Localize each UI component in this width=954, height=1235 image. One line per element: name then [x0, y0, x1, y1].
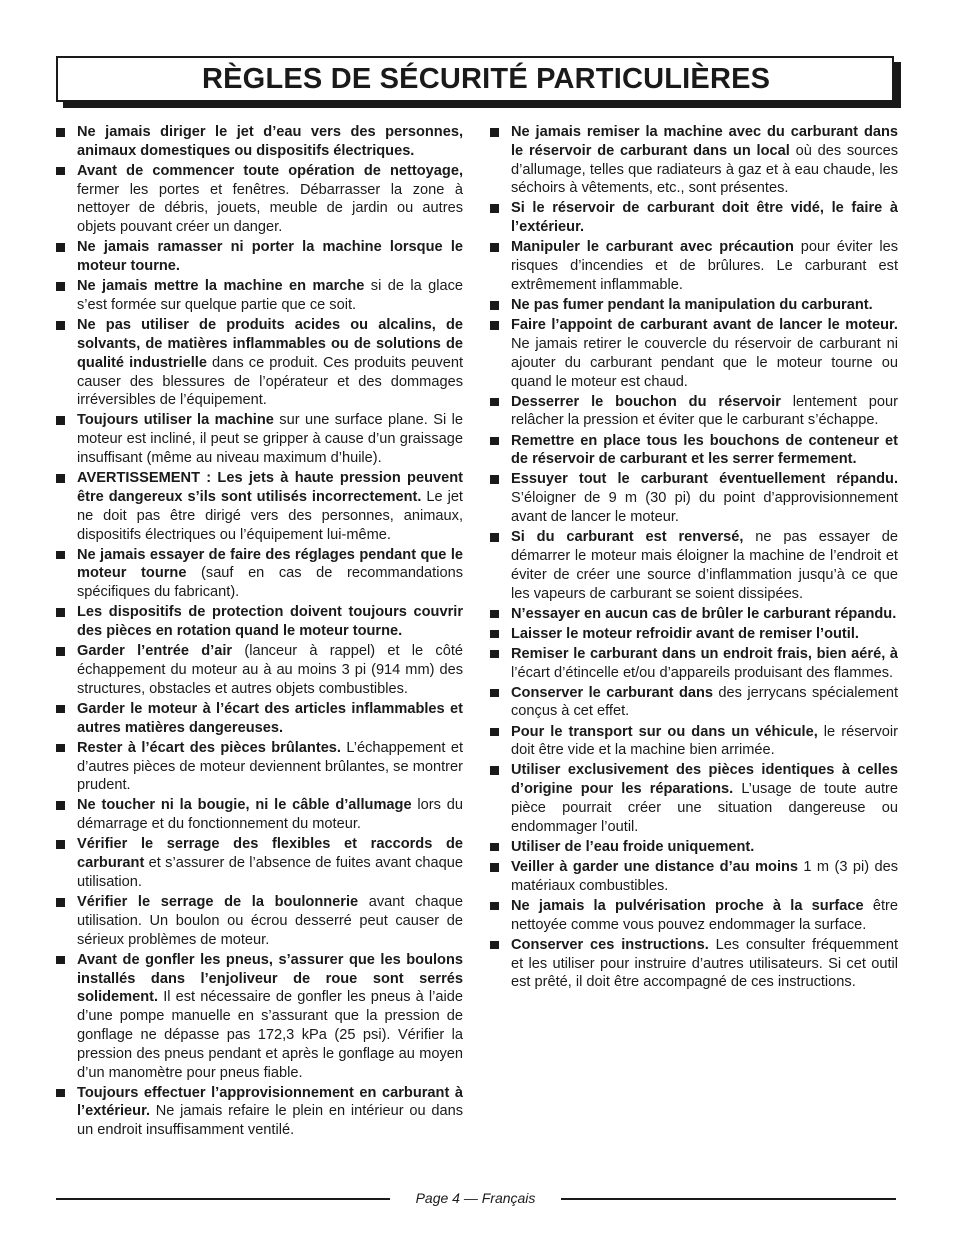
safety-rule-item [490, 393, 898, 431]
right-column [490, 123, 898, 994]
rule-lead-text: Rester à l’écart des pièces brûlantes. [77, 739, 341, 756]
safety-rule-item [490, 936, 898, 992]
rule-lead-text: Vérifier le serrage de la boulonnerie [77, 894, 359, 911]
square-bullet-icon [490, 610, 499, 619]
rule-body-text: S’éloigner de 9 m (30 pi) du point d’approvisionnement avant de lancer le moteur. [511, 490, 898, 526]
safety-rule-item [490, 645, 898, 683]
safety-rule-item [490, 684, 898, 722]
rule-lead-text: Ne jamais remiser la machine avec du carburant dans le réservoir de carburant dans un local [511, 124, 898, 159]
safety-rule-item [56, 1084, 463, 1140]
square-bullet-icon [490, 650, 499, 659]
safety-rule-item [490, 470, 898, 526]
safety-rule-item [56, 796, 463, 834]
safety-rule-item [56, 700, 463, 738]
page-footer [56, 1188, 896, 1208]
safety-rule-item [490, 625, 898, 644]
square-bullet-icon [56, 744, 65, 753]
rule-lead-text: Toujours utiliser la machine [77, 412, 274, 429]
rule-lead-text: Ne jamais ramasser ni porter la machine lorsque le moteur tourne. [77, 239, 463, 275]
square-bullet-icon [490, 128, 499, 137]
safety-rule-item [56, 951, 463, 1083]
rule-body-text: lors du démarrage et du fonctionnement du moteur. [77, 797, 463, 833]
square-bullet-icon [56, 128, 65, 137]
square-bullet-icon [490, 941, 499, 950]
square-bullet-icon [490, 475, 499, 484]
square-bullet-icon [490, 533, 499, 542]
rule-body-text: Le jet ne doit pas être dirigé vers des personnes, animaux, dispositifs électriques ou l’équipement lui-même. [77, 488, 463, 543]
square-bullet-icon [490, 321, 499, 330]
rule-body-text: 1 m (3 pi) des matériaux combustibles. [511, 859, 898, 894]
square-bullet-icon [490, 204, 499, 213]
rule-lead-text: Utiliser exclusivement des pièces identiques à celles d’origine pour les réparations. [511, 762, 898, 798]
safety-rule-item [56, 893, 463, 949]
square-bullet-icon [490, 863, 499, 872]
safety-rule-item [490, 723, 898, 761]
safety-rule-item [490, 838, 898, 857]
rule-body-text: Ne jamais retirer le couvercle du réservoir de carburant ni ajouter du carburant pendant que le moteur tourne ou quand le moteur est chaud. [511, 335, 898, 390]
square-bullet-icon [56, 956, 65, 965]
square-bullet-icon [490, 301, 499, 310]
rule-body-text: et s’assurer de l’absence de fuites avant chaque utilisation. [77, 855, 463, 890]
safety-rule-item [56, 277, 463, 315]
page-title: RÈGLES DE SÉCURITÉ PARTICULIÈRES [202, 63, 771, 95]
footer-rule-right [561, 1198, 896, 1200]
square-bullet-icon [490, 243, 499, 252]
square-bullet-icon [56, 551, 65, 560]
square-bullet-icon [56, 321, 65, 330]
rule-body-text: Les consulter fréquemment et les utiliser pour instruire d’autres utilisateurs. Si cet outil est prêté, il doit être accompagné de ces instructions. [511, 936, 898, 991]
square-bullet-icon [56, 243, 65, 252]
safety-rule-item [490, 858, 898, 896]
rule-lead-text: Remiser le carburant dans un endroit frais, bien aéré, à [511, 645, 898, 662]
rule-body-text: si de la glace s’est formée sur quelque partie que ce soit. [77, 278, 463, 314]
rule-lead-text: Essuyer tout le carburant éventuellement répandu. [511, 471, 898, 488]
rule-body-text: l’écart d’étincelle et/ou d’appareils produisant des flammes. [511, 664, 894, 681]
rule-body-text: ne pas essayer de démarrer le moteur mais éloigner la machine de l’endroit et éviter de créer une source d’inflammation jusqu’à ce que les vapeurs de carburant se soient dissipées. [511, 529, 898, 602]
rule-lead-text: Garder l’entrée d’air [77, 643, 233, 660]
rule-lead-text: Ne jamais la pulvérisation proche à la surface [511, 897, 864, 914]
safety-rule-item [490, 316, 898, 391]
safety-rule-item [56, 162, 463, 237]
safety-rule-item [490, 432, 898, 470]
safety-rule-item [490, 123, 898, 198]
rule-lead-text: Faire l’appoint de carburant avant de lancer le moteur. [511, 317, 898, 334]
safety-rule-item [56, 603, 463, 641]
rule-body-text: des jerrycans spécialement conçus à cet effet. [511, 684, 898, 720]
rule-lead-text: Vérifier le serrage des flexibles et raccords de carburant [77, 836, 463, 872]
square-bullet-icon [56, 416, 65, 425]
rule-lead-text: Si du carburant est renversé, [511, 529, 744, 546]
rule-lead-text: Garder le moteur à l’écart des articles inflammables et autres matières dangereuses. [77, 700, 463, 736]
rule-lead-text: Ne jamais mettre la machine en marche [77, 278, 365, 295]
safety-rule-item [56, 238, 463, 276]
rule-body-text: pour éviter les risques d’incendies et de brûlures. Le carburant est extrêmement inflammable. [511, 239, 899, 293]
safety-rule-item [56, 546, 463, 602]
rule-body-text: où des sources d’allumage, telles que radiateurs à gaz et à eau chaude, les séchoirs à vêtements, etc., sont présentes. [511, 142, 898, 197]
rule-lead-text: Avant de gonfler les pneus, s’assurer que les boulons installés dans l’enjoliveur de roue sont serrés solidement. [77, 951, 463, 1006]
safety-rule-item [490, 296, 898, 315]
square-bullet-icon [56, 647, 65, 656]
safety-rule-item [56, 411, 463, 467]
square-bullet-icon [490, 902, 499, 911]
rule-lead-text: Remettre en place tous les bouchons de conteneur et de réservoir de carburant et les serrer fermement. [511, 432, 898, 468]
safety-rule-item [490, 199, 898, 237]
rule-lead-text: AVERTISSEMENT : Les jets à haute pression peuvent être dangereux s’ils sont utilisés incorrectement. [77, 470, 463, 505]
rule-body-text: (lanceur à rappel) et le côté échappement du moteur au à au moins 3 pi (914 mm) des structures, obstacles et autres objets combustibles. [77, 643, 463, 697]
rule-lead-text: Desserrer le bouchon du réservoir [511, 393, 781, 410]
rule-body-text: sur une surface plane. Si le moteur est incliné, il peut se gripper à cause d’un graissage insuffisant (même au niveau maximum d’huile). [77, 412, 464, 467]
rule-lead-text: Ne jamais essayer de faire des réglages pendant que le moteur tourne [77, 546, 463, 582]
rule-body-text: Il est nécessaire de gonfler les pneus à l’aide d’une pompe manuelle en s’assurant que la pression de gonflage ne dépasse pas 172,3 kPa (25 psi). Vérifier la pression des pneus pendant et après le gonflage au moyen d’un manomètre pour pneus fiable. [77, 989, 463, 1081]
safety-rule-item [490, 238, 898, 294]
square-bullet-icon [56, 608, 65, 617]
rule-lead-text: Les dispositifs de protection doivent toujours couvrir des pièces en rotation quand le moteur tourne. [77, 604, 463, 640]
title-banner [56, 56, 894, 102]
rule-lead-text: Utiliser de l’eau froide uniquement. [511, 838, 755, 855]
rule-lead-text: Ne toucher ni la bougie, ni le câble d’allumage [77, 797, 412, 814]
rule-body-text: lentement pour relâcher la pression et éviter que le carburant s’échappe. [511, 393, 898, 429]
rule-lead-text: Toujours effectuer l’approvisionnement en carburant à l’extérieur. [77, 1084, 463, 1120]
square-bullet-icon [56, 898, 65, 907]
square-bullet-icon [56, 801, 65, 810]
rule-body-text: (sauf en cas de recommandations spécifiques du fabricant). [77, 565, 463, 601]
rule-body-text: le réservoir doit être vide et la machine bien arrimée. [511, 723, 898, 759]
rule-body-text: dans ce produit. Ces produits peuvent causer des blessures de l’opérateur et des dommages irréversibles de l’équipement. [77, 354, 463, 409]
rule-lead-text: Avant de commencer toute opération de nettoyage, [77, 162, 463, 179]
rule-lead-text: Ne jamais diriger le jet d’eau vers des personnes, animaux domestiques ou dispositifs électriques. [77, 124, 463, 159]
square-bullet-icon [490, 437, 499, 446]
square-bullet-icon [56, 282, 65, 291]
rule-lead-text: Ne pas utiliser de produits acides ou alcalins, de solvants, de matières inflammables ou de solutions de qualité industrielle [77, 317, 463, 371]
square-bullet-icon [56, 1089, 65, 1098]
rule-body-text: être nettoyée comme vous pouvez endommager la surface. [511, 897, 898, 933]
rule-lead-text: Conserver le carburant dans [511, 684, 714, 701]
rule-lead-text: Veiller à garder une distance d’au moins [511, 859, 799, 876]
rule-lead-text: N’essayer en aucun cas de brûler le carburant répandu. [511, 605, 897, 622]
safety-rule-item [56, 642, 463, 698]
square-bullet-icon [56, 167, 65, 176]
rule-lead-text: Laisser le moteur refroidir avant de remiser l’outil. [511, 625, 859, 642]
rule-lead-text: Conserver ces instructions. [511, 936, 709, 953]
square-bullet-icon [490, 398, 499, 407]
square-bullet-icon [56, 705, 65, 714]
square-bullet-icon [56, 474, 65, 483]
safety-rule-item [490, 528, 898, 603]
rule-body-text: L’usage de toute autre pièce pourrait créer une situation dangereuse ou endommager l’outil. [511, 781, 898, 835]
left-column [56, 123, 463, 1141]
rule-body-text: fermer les portes et fenêtres. Débarrasser la zone à nettoyer de débris, jouets, meuble de jardin ou autres objets pouvant créer un danger. [77, 181, 463, 236]
rule-lead-text: Pour le transport sur ou dans un véhicule, [511, 723, 818, 740]
safety-rule-item [56, 739, 463, 795]
safety-rule-item [490, 761, 898, 836]
safety-rule-item [56, 469, 463, 544]
rule-body-text: Ne jamais refaire le plein en intérieur ou dans un endroit insuffisamment ventilé. [77, 1103, 463, 1139]
square-bullet-icon [490, 630, 499, 639]
rule-lead-text: Ne pas fumer pendant la manipulation du carburant. [511, 297, 873, 314]
footer-rule-left [56, 1198, 390, 1200]
page-number: Page 4 — Français [415, 1190, 536, 1206]
safety-rule-item [56, 123, 463, 161]
square-bullet-icon [490, 843, 499, 852]
safety-rule-item [490, 897, 898, 935]
square-bullet-icon [56, 840, 65, 849]
safety-rule-item [56, 316, 463, 410]
rule-lead-text: Manipuler le carburant avec précaution [511, 239, 794, 256]
rule-body-text: avant chaque utilisation. Un boulon ou écrou desserré peut causer de sérieux problèmes de moteur. [77, 894, 463, 948]
square-bullet-icon [490, 766, 499, 775]
square-bullet-icon [490, 728, 499, 737]
rule-lead-text: Si le réservoir de carburant doit être vidé, le faire à l’extérieur. [511, 200, 898, 236]
square-bullet-icon [490, 689, 499, 698]
safety-rule-item [490, 605, 898, 624]
rule-body-text: L’échappement et d’autres pièces de moteur deviennent brûlantes, se montrer prudent. [77, 739, 463, 794]
safety-rule-item [56, 835, 463, 891]
